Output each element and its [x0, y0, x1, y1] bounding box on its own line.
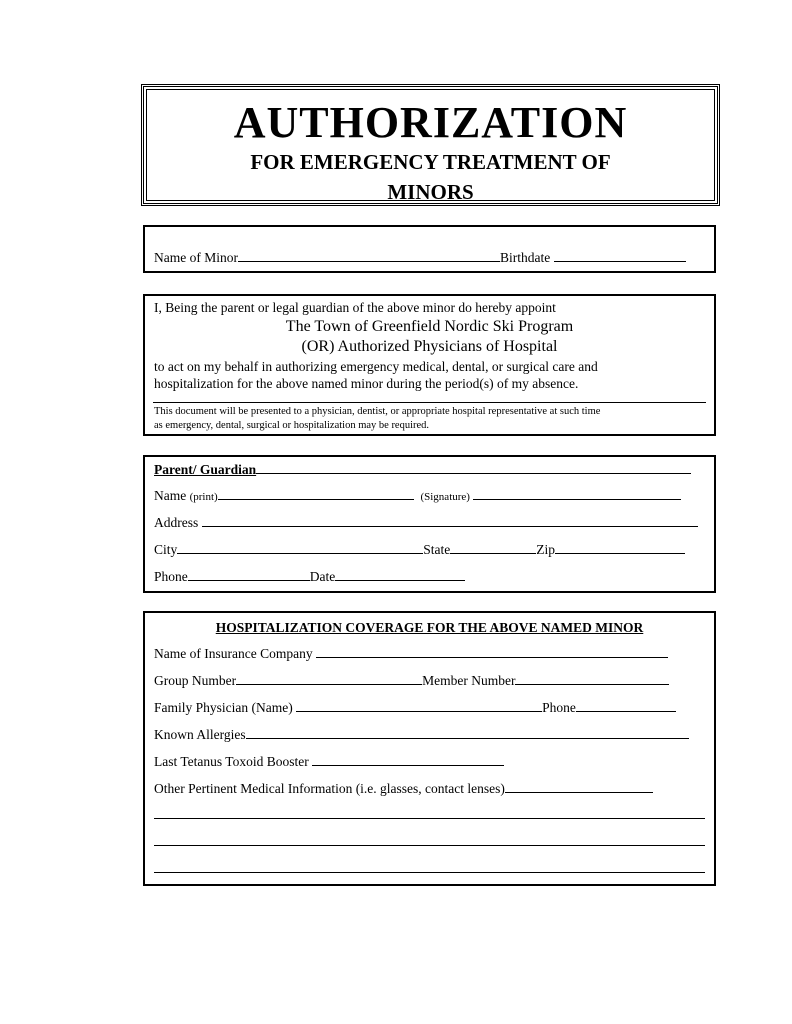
date-field[interactable] — [335, 567, 465, 581]
subtitle-line-2: MINORS — [387, 180, 474, 204]
zip-label: Zip — [536, 542, 556, 557]
hospitalization-heading: HOSPITALIZATION COVERAGE FOR THE ABOVE NAMED MINOR — [215, 620, 644, 635]
minor-name-field[interactable] — [238, 248, 500, 262]
print-label: (print) — [189, 491, 218, 503]
zip-field[interactable] — [555, 540, 685, 554]
physician-row — [154, 698, 676, 716]
insurance-field[interactable] — [316, 644, 668, 658]
physician-field[interactable] — [296, 698, 542, 712]
allergies-label: Known Allergies — [154, 727, 246, 742]
parent-name-label: Name — [154, 488, 187, 503]
member-label: Member Number — [422, 673, 516, 688]
parent-phone-label: Phone — [154, 569, 188, 584]
address-field[interactable] — [202, 513, 698, 527]
signature-label: (Signature) — [420, 491, 470, 503]
parent-name-row — [154, 486, 681, 504]
form-title: AUTHORIZATION — [233, 98, 628, 147]
date-label: Date — [309, 569, 336, 584]
physician-label: Family Physician (Name) — [154, 700, 293, 715]
parent-heading: Parent/ Guardian — [154, 462, 257, 477]
other-info-line-1[interactable] — [154, 818, 705, 819]
insurance-row — [154, 644, 668, 662]
subtitle-line-1: FOR EMERGENCY TREATMENT OF — [250, 150, 611, 174]
physician-phone-label: Phone — [542, 700, 576, 715]
parent-guardian-section — [143, 455, 716, 593]
tetanus-row — [154, 752, 504, 770]
parent-heading-line — [256, 460, 691, 474]
city-row — [154, 540, 685, 558]
appointee-1: The Town of Greenfield Nordic Ski Program — [285, 318, 574, 335]
body-line-2: hospitalization for the above named minor during the period(s) of my absence. — [154, 376, 579, 391]
member-field[interactable] — [515, 671, 669, 685]
group-field[interactable] — [236, 671, 422, 685]
parent-name-field[interactable] — [218, 486, 414, 500]
other-info-field[interactable] — [505, 779, 653, 793]
parent-phone-field[interactable] — [188, 567, 310, 581]
other-info-row — [154, 779, 653, 797]
minor-section — [143, 225, 716, 273]
minor-name-label: Name of Minor — [154, 250, 238, 265]
birthdate-label: Birthdate — [499, 250, 551, 265]
tetanus-label: Last Tetanus Toxoid Booster — [154, 754, 309, 769]
minor-row — [154, 248, 686, 266]
allergies-field[interactable] — [246, 725, 689, 739]
state-label: State — [423, 542, 451, 557]
phone-date-row — [154, 567, 465, 585]
note-line-2: as emergency, dental, surgical or hospitalization may be required. — [154, 420, 430, 431]
group-label: Group Number — [154, 673, 237, 688]
statement-text: I, Being the parent or legal guardian of the above minor do hereby appoint — [154, 300, 556, 315]
hospitalization-section — [143, 611, 716, 886]
parent-heading-row — [154, 460, 691, 478]
other-info-line-2[interactable] — [154, 845, 705, 846]
address-row — [154, 513, 698, 531]
signature-field[interactable] — [473, 486, 681, 500]
group-member-row — [154, 671, 669, 689]
physician-phone-field[interactable] — [576, 698, 676, 712]
note-line-1: This document will be presented to a physician, dentist, or appropriate hospital representative at such time — [154, 406, 601, 417]
divider — [153, 402, 706, 403]
other-info-label: Other Pertinent Medical Information (i.e. glasses, contact lenses) — [154, 781, 505, 796]
city-label: City — [154, 542, 178, 557]
other-info-line-3[interactable] — [154, 872, 705, 873]
appointee-2: (OR) Authorized Physicians of Hospital — [301, 338, 558, 355]
address-label: Address — [154, 515, 199, 530]
authorization-statement — [143, 294, 716, 436]
birthdate-field[interactable] — [554, 248, 686, 262]
form-subtitle — [144, 147, 717, 207]
insurance-label: Name of Insurance Company — [154, 646, 313, 661]
body-line-1: to act on my behalf in authorizing emergency medical, dental, or surgical care and — [154, 359, 598, 374]
city-field[interactable] — [177, 540, 423, 554]
title-box — [141, 84, 720, 206]
allergies-row — [154, 725, 689, 743]
tetanus-field[interactable] — [312, 752, 504, 766]
state-field[interactable] — [450, 540, 536, 554]
